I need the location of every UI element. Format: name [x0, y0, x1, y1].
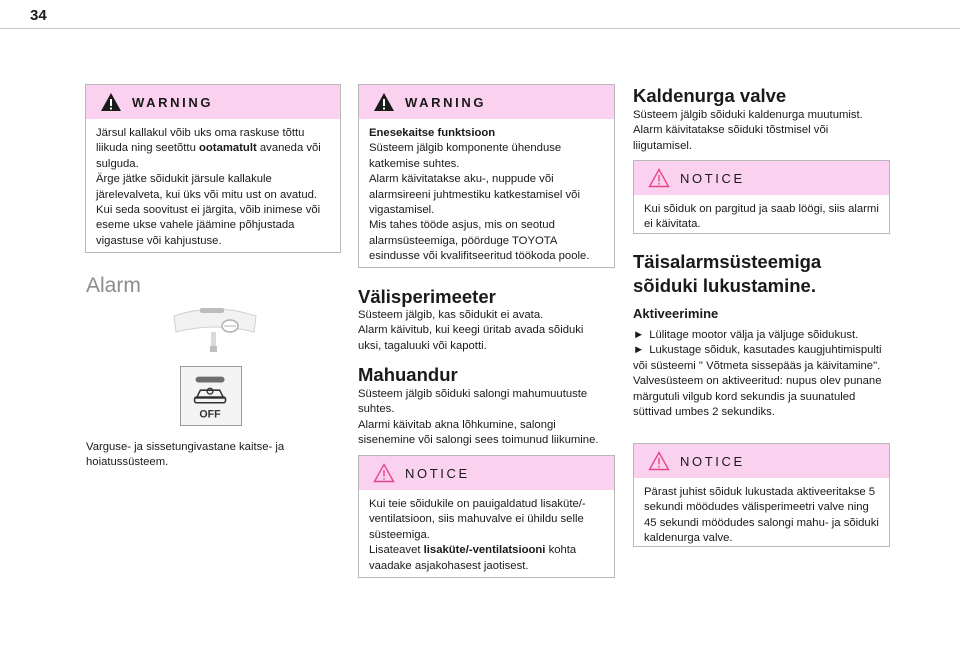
section-heading-perimeter: Välisperimeeter: [358, 286, 496, 307]
notice-triangle-icon: [648, 451, 670, 471]
bullet-arrow-icon: ►: [633, 329, 645, 341]
notice-title: NOTICE: [405, 465, 470, 481]
warning-triangle-icon: [373, 92, 395, 112]
notice-body: [359, 490, 614, 580]
notice-text: Kui sõiduk on pargitud ja saab löögi, siis alarmi ei käivitata.: [644, 203, 879, 231]
activation-result: Valvesüsteem on aktiveeritud: nupus olev punane märgutuli vilgub kord sekundis ja suunatuled süttivad umbes 2 sekundiks.: [633, 375, 882, 419]
warning-triangle-icon: [100, 92, 122, 112]
tilt-text: Süsteem jälgib sõiduki kaldenurga muutumist. Alarm käivitatakse sõiduki tõstmisel või liigutamisel.: [633, 109, 863, 152]
off-label: OFF: [199, 408, 221, 421]
volume-text: Süsteem jälgib sõiduki salongi mahumuutuste suhtes. Alarmi käivitab akna lõhkumine, salongi sisenemine või salongi sees toimunud liikumine.: [358, 388, 599, 447]
notice-triangle-icon: [373, 463, 395, 483]
warning-box-self-protection: [358, 84, 615, 268]
warning-body: [359, 119, 614, 271]
warning-text: Järsul kallakul võib uks oma raskuse tõttu liikuda ning seetõttu: [96, 127, 305, 155]
section-heading-volume: Mahuandur: [358, 364, 458, 385]
warning-box-header: [86, 85, 340, 119]
notice-title: NOTICE: [680, 170, 745, 186]
notice-box-delay: [633, 443, 890, 547]
section-heading-tilt: Kaldenurga valve: [633, 85, 787, 106]
rearview-mirror-illustration: [170, 302, 260, 354]
notice-text-rest: kohta vaadake asjakohasest jaotisest.: [369, 544, 577, 572]
notice-box-parked: [633, 160, 890, 234]
full-lock-title-line2: sõiduki lukustamine.: [633, 275, 816, 296]
page-number: 34: [30, 7, 47, 24]
warning-text-rest: avaneda või sulguda. Ärge jätke sõidukit järsule kallakule järelevalveta, kui üks või mitu ust on avatud. Kui seda soovitust ei järgita, võib inimese või eseme ukse vahele jäämine põhjustada vigastuse või kahjustuse.: [96, 142, 321, 247]
perimeter-text: Süsteem jälgib, kas sõidukit ei avata. Alarm käivitub, kui keegi üritab avada sõiduki uksi, tagaluuki või kapotti.: [358, 309, 584, 352]
alarm-caption: Varguse- ja sissetungivastane kaitse- ja hoiatussüsteem.: [86, 441, 285, 469]
warning-title: WARNING: [132, 94, 214, 110]
warning-title: WARNING: [405, 94, 487, 110]
warning-body: [86, 119, 340, 255]
notice-box-header: [359, 456, 614, 490]
alarm-off-button-illustration: [180, 366, 242, 426]
notice-title: NOTICE: [680, 453, 745, 469]
warning-subtitle: Enesekaitse funktsioon: [369, 127, 496, 139]
notice-text: Pärast juhist sõiduk lukustada aktiveeritakse 5 sekundi möödudes välisperimeetri valve ning 45 sekundi möödudes salongi mahu- ja sõiduki kaldenurga valve.: [644, 486, 879, 545]
activation-step-2: ► Lukustage sõiduk, kasutades kaugjuhtimispulti või süsteemi " Võtmeta sissepääs ja käivitamine".: [633, 344, 882, 372]
alarm-car-icon: [181, 367, 241, 425]
activation-step-1: ► Lülitage mootor välja ja väljuge sõidukust.: [633, 329, 859, 341]
bullet-arrow-icon: ►: [633, 344, 645, 357]
notice-triangle-icon: [648, 168, 670, 188]
full-lock-title-line1: Täisalarmsüsteemiga: [633, 251, 822, 272]
notice-body: [634, 478, 889, 553]
section-heading-alarm: Alarm: [86, 274, 141, 297]
notice-box-heater: [358, 455, 615, 578]
section-heading-full-lock: [633, 250, 821, 298]
warning-text-bold: ootamatult: [199, 142, 257, 155]
notice-body: [634, 195, 889, 239]
section-heading-activation: Aktiveerimine: [633, 306, 719, 321]
activation-steps: [633, 328, 889, 420]
top-divider: [0, 28, 960, 29]
warning-box-header: [359, 85, 614, 119]
notice-box-header: [634, 161, 889, 195]
notice-box-header: [634, 444, 889, 478]
notice-text: Kui teie sõidukile on pauigaldatud lisaküte/-ventilatsioon, siis mahuvalve ei ühildu selle süsteemiga. Lisateavet: [369, 498, 586, 557]
notice-text-bold: lisaküte/-ventilatsiooni: [423, 544, 546, 557]
warning-box-door: [85, 84, 341, 253]
warning-text: Süsteem jälgib komponente ühenduse katkemise suhtes. Alarm käivitatakse aku-, nuppude või alarmsireeni juhtmestiku katkestamisel või vigastamisel. Mis tahes tööde asjus, mis on seotud alarmsüsteemiga, pöörduge TOYOTA esindusse või kvalifitseeritud töökoda poole.: [369, 142, 590, 263]
